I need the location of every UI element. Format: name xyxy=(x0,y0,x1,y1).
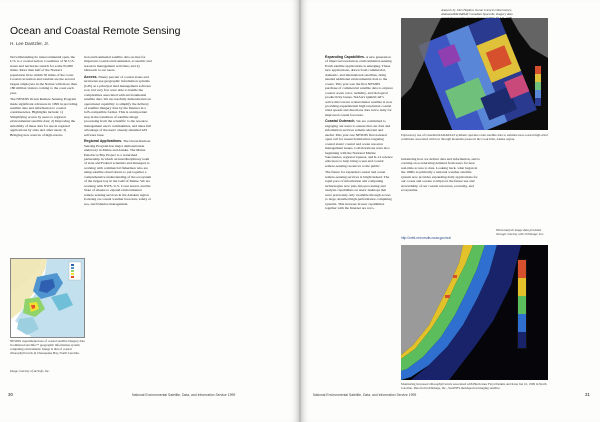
right-page xyxy=(301,0,600,422)
section-text: Ninety percent of coastal states and territories use geographic information systems (GIS) as a principal land management software tool, but very few were able to handle the complexities associated with environmental satellite data. We successfully demonstrated an operational capability to simplify the delivery of satellite imagery data by the Internet in a GIS-compatible format. This is an important step in the transition of satellite image processing from the scientific to the resource management user's communities, and takes full advantage of the users' already-installed GIS software base. xyxy=(84,74,152,137)
hurricane-chlorophyll-figure xyxy=(401,245,548,380)
paragraph: Notwithstanding its transcontinental span, the U.S. is a coastal nation. Coastlines of 30 U.S. states and territories stretch for some 95,000 miles. More than half of the Nation's population lives within 50 miles of the coast. Coastal recreation and tourism are the second largest employers in the Nation with more than 180 million visitors coming to the coast each year. xyxy=(10,55,77,95)
section-heading: Expanding Capabilities. xyxy=(325,55,366,59)
left-figure-credit: Image courtesy of ArcInfo, Inc. xyxy=(10,369,50,373)
website-link[interactable]: http://orbit-net.nesdis.noaa.gov/ora/ xyxy=(401,236,452,240)
section-text: We are committed to engaging our users to ensure that our data and information services remain relevant and useful. This year one NESDIS first national open call for research initiatives targeting coastal states' coastal and ocean resource management issues. Collaborations were also beginning with the National Marine Sanctuaries, regional squares, and K-12 science educators to help bring ocean and coastal remote-sensing resources to the public. xyxy=(325,119,393,168)
section-text: A new generation of improved resolution, environmental-sensing Earth satellite applications is emerging. These new applications, drawn from commercial, domestic, and international satellites, bring needed additional environmental data to the coasts. This year saw the first NESDIS purchase of commercial satellite data to explore coastal ocean color, turbidity, and biological productivity issues. NASA's QuikSCAT's active microwave scatterometer satellite is now providing experimental high resolution coastal wind speeds and directions data twice daily for improved coastal forecasts. xyxy=(325,55,393,117)
bottom-figure-caption: Monitoring increased chlorophyll levels associated with Hurricanes Floyd Dennis and Irene Jan 16, 1999 in North Carolina. Data from Orbimage, Inc., SeaWiFS multispectral imaging satellite. xyxy=(401,382,547,390)
page-number: 30 xyxy=(8,392,13,397)
paragraph: lutionizing how we deliver data and information, and is creating an accelerating demand from users for near real-time access to data. Looking back, what began in the 1990s as primarily a national weather satellite system now provides expanding daily applications for our coasts and oceans to improve the future use and stewardship of our coastal resources, economy, and ecosystems. xyxy=(401,157,480,193)
radarsat-wind-figure xyxy=(401,18,548,130)
top-figure-caption: Exploratory use of Canadian RADARSAT synthetic aperture radar satellite data to estimate near-coastal high-wind conditions associated with low through mountain passes in the Cook Inlet, Alaska region. xyxy=(401,133,548,141)
left-column-2 xyxy=(84,55,152,208)
article-author: H. Lee Dantzler, Jr. xyxy=(10,41,50,46)
chlorophyll-map-image xyxy=(11,259,84,337)
paragraph xyxy=(84,139,152,206)
paragraph xyxy=(325,119,393,168)
hurricane-chlorophyll-image xyxy=(401,245,548,380)
right-column-2 xyxy=(401,157,481,195)
bottom-figure-credit: Wind analysis image data provided through courtesy with Orbimage, Inc. xyxy=(496,228,545,236)
section-heading: Coastal Outreach. xyxy=(325,119,356,124)
top-figure-credit: Analysis by John Hopkins Ocean sciences Observatory, Alabama/RADARSAT Canadian Space/AL imagery data xyxy=(441,8,513,16)
paragraph xyxy=(84,75,152,137)
right-column-1 xyxy=(325,55,393,212)
page-number: 31 xyxy=(585,392,590,397)
article-title: Ocean and Coastal Remote Sensing xyxy=(10,25,181,37)
section-text: The Ocean Remote Sensing Program has major demonstration underway in Maine and Alaska. The Maine Penobscot Bay Project is a watershed partnership in which an interdisciplinary team of state and Federal scientists and managers is working with commercial fishermen who are using satellite observations to put together a comprehensive understanding of the ecosystem of the largest bay in the Gulf of Maine. We are working with NWS, U.S. Coast Guard, and the State of Alaska to expand environmental remote sensing services in the Alaskan region focusing on coastal weather forecasts, safety at sea, and fisheries management. xyxy=(84,139,152,206)
paragraph: tion environmental satellite data on-line for important coastal environmental, economic and resource management activities; and 4) Outreach to our users. xyxy=(84,55,152,73)
left-figure-caption: NESDIS experimental use of coastal satellite imagery data in enhanced ArcInfo™ geographic information system computing environment. Image is that of coastal chlorophyll levels in Chesapeake Bay, North Carolina. xyxy=(10,339,85,355)
paragraph: The future for expanded coastal and ocean remote-sensing services is bright indeed. The rapid pace of information and computing technologies now puts data processing and analysis capabilities on users' desktops that were previously only available through access to large, installed high-performance computing systems. This increase in user capabilities together with the Internet are revo- xyxy=(325,170,392,210)
left-page xyxy=(0,0,299,422)
left-column-1 xyxy=(10,55,78,139)
page-footer: National Environmental Satellite, Data, and Information Service 1999 xyxy=(313,393,417,397)
section-heading: Access. xyxy=(84,74,98,79)
radarsat-wind-image xyxy=(401,18,548,130)
paragraph xyxy=(325,55,393,117)
page-footer: National Environmental Satellite, Data, and Information Service 1999 xyxy=(132,393,236,397)
section-heading: Regional Applications. xyxy=(84,139,123,144)
chlorophyll-map-figure xyxy=(10,258,85,338)
paragraph: The NESDIS Ocean Remote Sensing Program made significant advances in 1999 in providing satellite data and information to coastal constituencies. Highlights include: 1) Simplifying access by users to regional environmental satellite data; 2) Improving the suitability of these data for use in regional applications by state and other users; 3) Bringing new sources of high-resolu- xyxy=(10,97,78,137)
